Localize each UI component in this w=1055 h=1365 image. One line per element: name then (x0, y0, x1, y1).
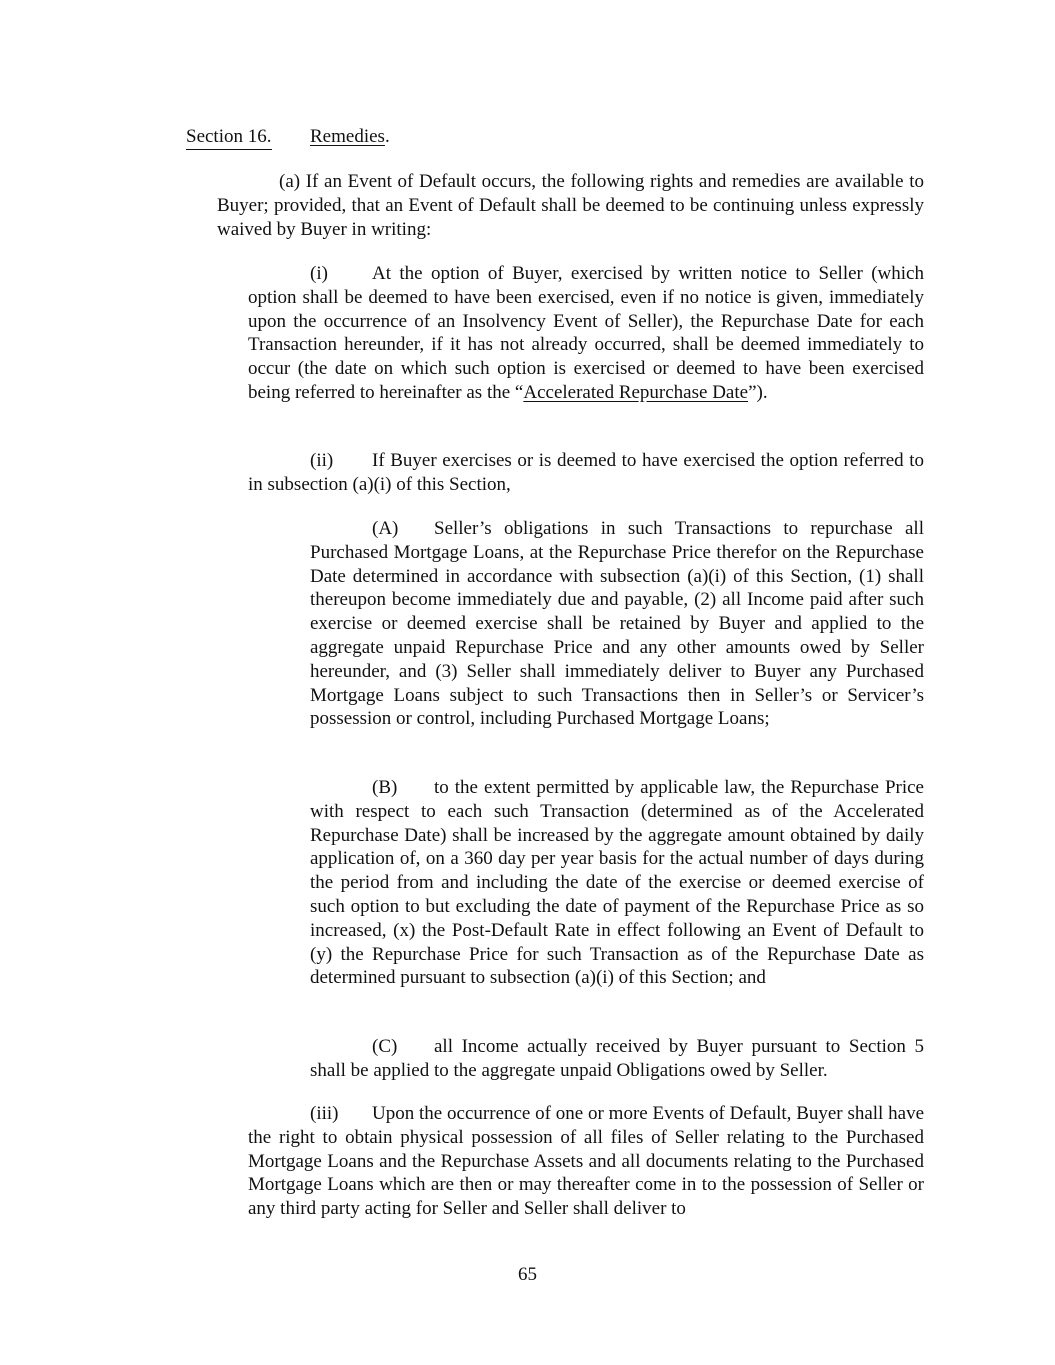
section-heading (186, 126, 390, 150)
section-number: Section 16. (186, 126, 272, 150)
paragraph-A-label: (A) (372, 518, 399, 539)
paragraph-ii-text: If Buyer exercises or is deemed to have exercised the option referred to in subsection (a)(i) of this Section, (248, 450, 924, 495)
paragraph-a-label: (a) (279, 171, 301, 192)
paragraph-i-open-quote: “ (514, 381, 524, 403)
section-title-suffix: . (384, 126, 390, 147)
section-title: Remedies (310, 126, 385, 147)
paragraph-B-label: (B) (372, 777, 398, 798)
paragraph-ii (248, 449, 924, 497)
paragraph-A (310, 517, 924, 731)
defined-term: Accelerated Repurchase Date (523, 381, 749, 403)
paragraph-i-close: ”). (748, 381, 768, 403)
paragraph-C-text: all Income actually received by Buyer pursuant to Section 5 shall be applied to the aggregate unpaid Obligations owed by Seller. (310, 1036, 924, 1081)
paragraph-iii-text: Upon the occurrence of one or more Events of Default, Buyer shall have the right to obtain physical possession of all files of Seller relating to the Purchased Mortgage Loans and the Repurchase Assets and all documents relating to the Purchased Mortgage Loans which are then or may thereafter come in to the possession of Seller or any third party acting for Seller and Seller shall deliver to (248, 1103, 924, 1220)
paragraph-i-label: (i) (310, 263, 328, 284)
paragraph-iii-label: (iii) (310, 1103, 339, 1124)
paragraph-a-text: If an Event of Default occurs, the following rights and remedies are available to Buyer; provided, that an Event of Default shall be deemed to be continuing unless expressly waived by Buyer in writing: (217, 171, 924, 240)
paragraph-ii-label: (ii) (310, 450, 334, 471)
page-number: 65 (518, 1264, 537, 1285)
paragraph-C-label: (C) (372, 1036, 398, 1057)
paragraph-B-text: to the extent permitted by applicable law, the Repurchase Price with respect to each such Transaction (determined as of the Accelerated Repurchase Date) shall be increased by the aggregate amount obtained by daily application of, on a 360 day per year basis for the actual number of days during the period from and including the date of the exercise or deemed exercise of such option to but excluding the date of payment of the Repurchase Price as so increased, (x) the Post-Default Rate in effect following an Event of Default to (y) the Repurchase Price for such Transaction as of the Repurchase Date as determined pursuant to subsection (a)(i) of this Section; and (310, 777, 924, 989)
paragraph-iii (248, 1102, 924, 1221)
section-title-wrap (310, 126, 390, 148)
paragraph-B (310, 776, 924, 990)
paragraph-a (217, 170, 924, 241)
paragraph-i (248, 262, 924, 405)
paragraph-i-text: At the option of Buyer, exercised by written notice to Seller (which option shall be deemed to have been exercised, even if no notice is given, immediately upon the occurrence of an Insolvency Event of Seller), the Repurchase Date for each Transaction hereunder, if it has not already occurred, shall be deemed immediately to occur (the date on which such option is exercised or deemed to have been exercised being referred to hereinafter as the (248, 263, 924, 403)
paragraph-C (310, 1035, 924, 1083)
paragraph-A-text: Seller’s obligations in such Transactions to repurchase all Purchased Mortgage Loans, at the Repurchase Price therefor on the Repurchase Date determined in accordance with subsection (a)(i) of this Section, (1) shall thereupon become immediately due and payable, (2) all Income paid after such exercise or deemed exercise shall be retained by Buyer and applied to the aggregate unpaid Repurchase Price and any other amounts owed by Seller hereunder, and (3) Seller shall immediately deliver to Buyer any Purchased Mortgage Loans subject to such Transactions then in Seller’s or Servicer’s possession or control, including Purchased Mortgage Loans; (310, 518, 924, 730)
